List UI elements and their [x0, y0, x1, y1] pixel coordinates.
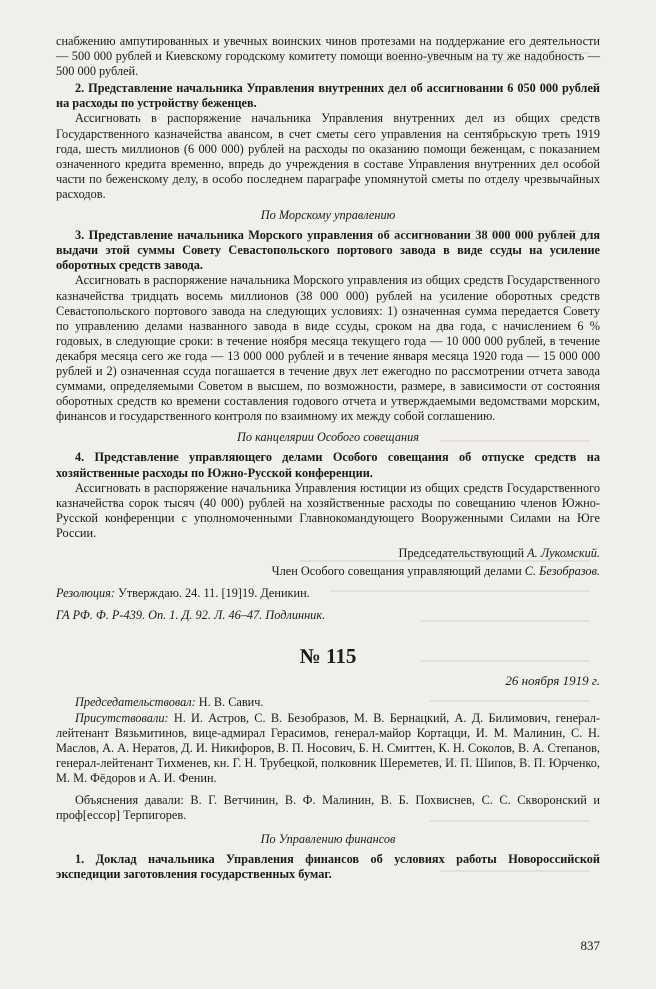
resolution-label: Резолюция:	[56, 586, 115, 601]
item-3-resolution: Ассигновать в распоряжение начальника Морского управления из общих средств Государственного казначейства тридцать восемь миллионов (38 000 000) рублей на усиление оборотных средств Севастопольского портового завода на следующих условиях: 1) означенная сумма передается Совету по управлению делами названного завода в виде ссуды, сроком на два года, с начислением 6 % годовых, в следующие сроки: в течение ноября месяца текущего года — 10 000 000 рублей, в течение декабря месяца сего же года — 13 000 000 рублей и в течение января месяца 1920 года — 15 000 000 рублей и 2) означенная ссуда погашается в течение двух лет ежегодно по рассмотрении отчета завода суммами, определяемыми Советом в высшем, по возможности, размере, в зависимости от состояния оборотных средств ко времени составления годового отчета и утверждаемыми ведомствами морским, финансов и государственного контроля по взаимному их между собой соглашению.	[56, 273, 600, 424]
section-chancellery: По канцелярии Особого совещания	[236, 430, 419, 445]
signature-chair-name: А. Лукомский.	[527, 546, 600, 560]
signature-secretary	[56, 564, 600, 579]
chaired-by	[56, 695, 600, 710]
attendees	[56, 711, 600, 786]
resolution-text: Утверждаю. 24. 11. [19]19. Деникин.	[114, 586, 310, 601]
item-1-heading: 1. Доклад начальника Управления финансов об условиях работы Новороссийской экспедиции заготовления государственных бумаг.	[56, 852, 600, 882]
item-4-heading: 4. Представление управляющего делами Особого совещания об отпуске средств на хозяйственные расходы по Южно-Русской конференции.	[56, 450, 600, 480]
explanations-label: Объяснения давали:	[75, 793, 184, 808]
item-3-heading: 3. Представление начальника Морского управления об ассигновании 38 000 000 рублей для выдачи этой суммы Совету Севастопольского портового завода в виде ссуды на усиление оборотных средств завода.	[56, 228, 600, 273]
chaired-by-label: Председательствовал:	[75, 695, 196, 710]
resolution-note	[56, 586, 600, 601]
paragraph-continuation: снабжению ампутированных и увечных воинских чинов протезами на поддержание его деятельности — 500 000 рублей и Киевскому городскому комитету помощи военно-увечным на ту же надобность — 500 000 рублей.	[56, 34, 600, 79]
item-4-resolution: Ассигновать в распоряжение начальника Управления юстиции из общих средств Государственного казначейства сорок тысяч (40 000) рублей на хозяйственные расходы по совещанию членов Южно-Русской конференции с уполномоченными Главнокомандующего Вооруженными Силами на Юге России.	[56, 480, 600, 540]
signature-secretary-name: С. Безобразов.	[524, 564, 600, 579]
explanations-list: В. Г. Ветчинин, В. Ф. Малинин, В. Б. Похвиснев, С. С. Скворонский и проф[ессор] Терпигорев.	[56, 793, 600, 823]
section-finance: По Управлению финансов	[260, 832, 396, 847]
explanations	[56, 793, 600, 823]
archive-reference: ГА РФ. Ф. Р-439. Оп. 1. Д. 92. Л. 46–47. Подлинник.	[56, 608, 326, 623]
document-number: № 115	[299, 644, 357, 669]
document-date: 26 ноября 1919 г.	[505, 673, 600, 689]
chaired-by-name: Н. В. Савич.	[195, 695, 264, 710]
item-2-heading: 2. Представление начальника Управления внутренних дел об ассигновании 6 050 000 рублей на расходы по устройству беженцев.	[56, 81, 600, 111]
item-2-resolution: Ассигновать в распоряжение начальника Управления внутренних дел из общих средств Государственного казначейства авансом, в счет сметы сего управления на сентябрьскую треть 1919 года, шесть миллионов (6 000 000) рублей на расходы по оказанию помощи беженцам, с показанием означенного кредита временно, впредь до учреждения в составе Управления внутренних дел особой части по беженскому делу, в особо последнем параграфе упомянутой сметы по отделу чрезвычайных расходов.	[56, 111, 600, 201]
page-number: 837	[580, 938, 600, 953]
attendees-label: Присутствовали:	[75, 710, 169, 725]
signature-chair	[56, 546, 600, 561]
attendees-list: Н. И. Астров, С. В. Безобразов, М. В. Бернацкий, А. Д. Билимович, генерал-лейтенант Вязьмитинов, вице-адмирал Герасимов, генерал-майор Кортацци, И. М. Малинин, С. Н. Маслов, А. А. Нератов, Д. И. Никифоров, В. П. Носович, Б. Н. Смиттен, К. Н. Соколов, В. А. Степанов, генерал-лейтенант Тихменев, кн. Г. Н. Трубецкой, полковник Шереметев, И. П. Шипов, В. П. Юрченко, М. М. Фёдоров и А. И. Фенин.	[56, 710, 600, 785]
signature-chair-role: Председательствующий	[398, 546, 525, 560]
signature-secretary-role: Член Особого совещания управляющий делами	[271, 564, 522, 579]
section-naval: По Морскому управлению	[260, 208, 396, 223]
